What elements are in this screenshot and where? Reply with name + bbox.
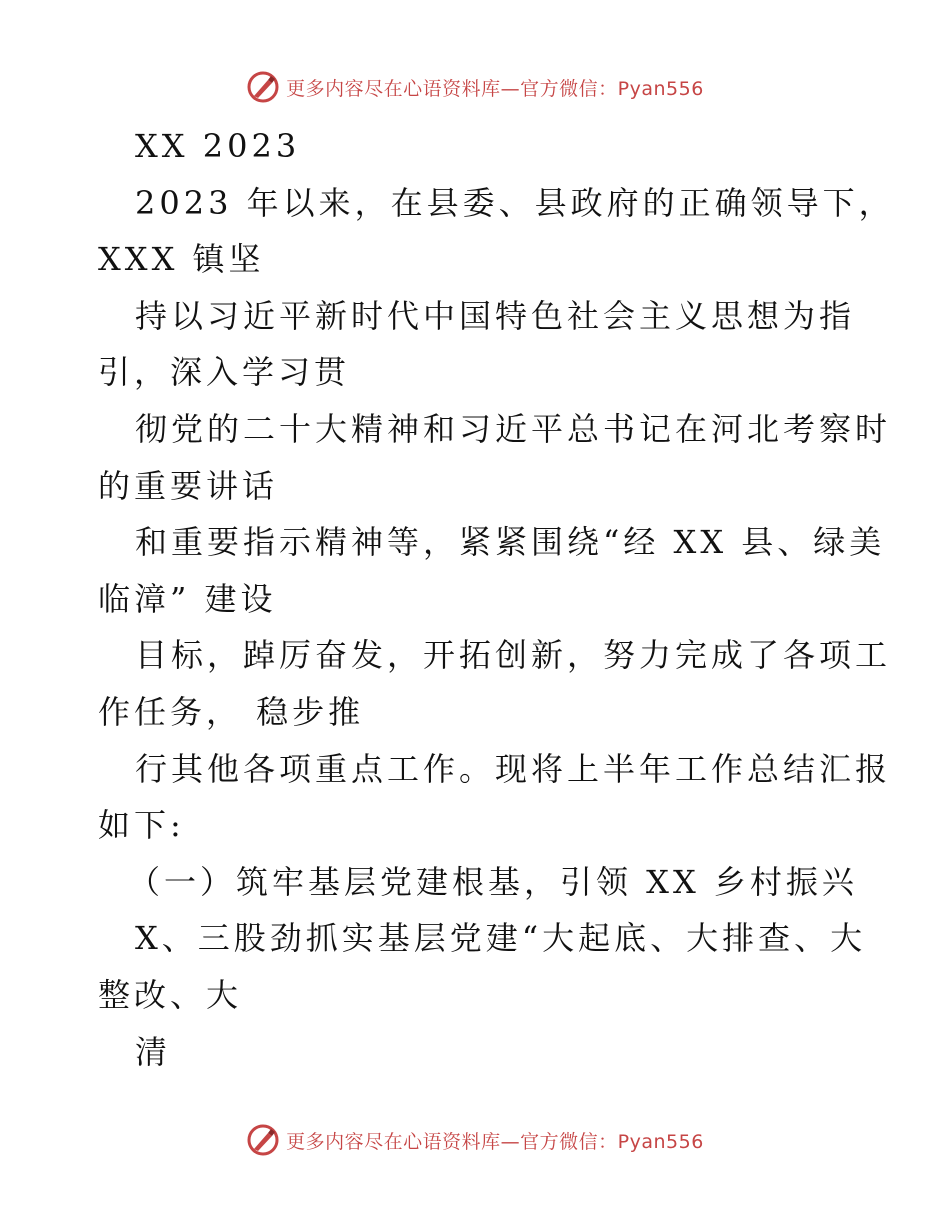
watermark-text: 更多内容尽在心语资料库—官方微信：Pyan556: [286, 1130, 704, 1153]
document-body: [0, 118, 950, 1080]
text-line: 引，深入学习贯: [98, 353, 351, 392]
pen-logo-icon: [246, 70, 280, 104]
text-line: 持以习近平新时代中国特色社会主义思想为指: [135, 296, 856, 335]
text-line: 行其他各项重点工作。现将上半年工作总结汇报: [135, 749, 892, 788]
watermark-header: [0, 70, 950, 104]
pen-logo-icon: [246, 1123, 280, 1157]
text-line: 整改、大: [98, 975, 243, 1014]
text-line: 彻党的二十大精神和习近平总书记在河北考察时: [135, 409, 892, 448]
watermark-text: 更多内容尽在心语资料库—官方微信：Pyan556: [286, 77, 704, 100]
section-heading: （一）筑牢基层党建根基，引领 XX 乡村振兴: [128, 862, 858, 901]
watermark-footer: [0, 1123, 950, 1157]
text-line: 如下:: [98, 806, 185, 845]
text-line: XXX 镇坚: [98, 240, 265, 279]
text-line: 目标，踔厉奋发，开拓创新，努力完成了各项工: [135, 636, 892, 675]
text-line: 的重要讲话: [98, 466, 279, 505]
text-line: 临漳” 建设: [98, 579, 277, 618]
text-line: 作任务， 稳步推: [98, 692, 365, 731]
text-line: X、三股劲抓实基层党建“大起底、大排查、大: [135, 919, 867, 958]
text-line: XX 2023: [135, 127, 301, 165]
text-line: 2023 年以来，在县委、县政府的正确领导下，: [135, 183, 895, 222]
text-line: 清: [135, 1032, 172, 1071]
text-line: 和重要指示精神等，紧紧围绕“经 XX 县、绿美: [135, 523, 886, 562]
